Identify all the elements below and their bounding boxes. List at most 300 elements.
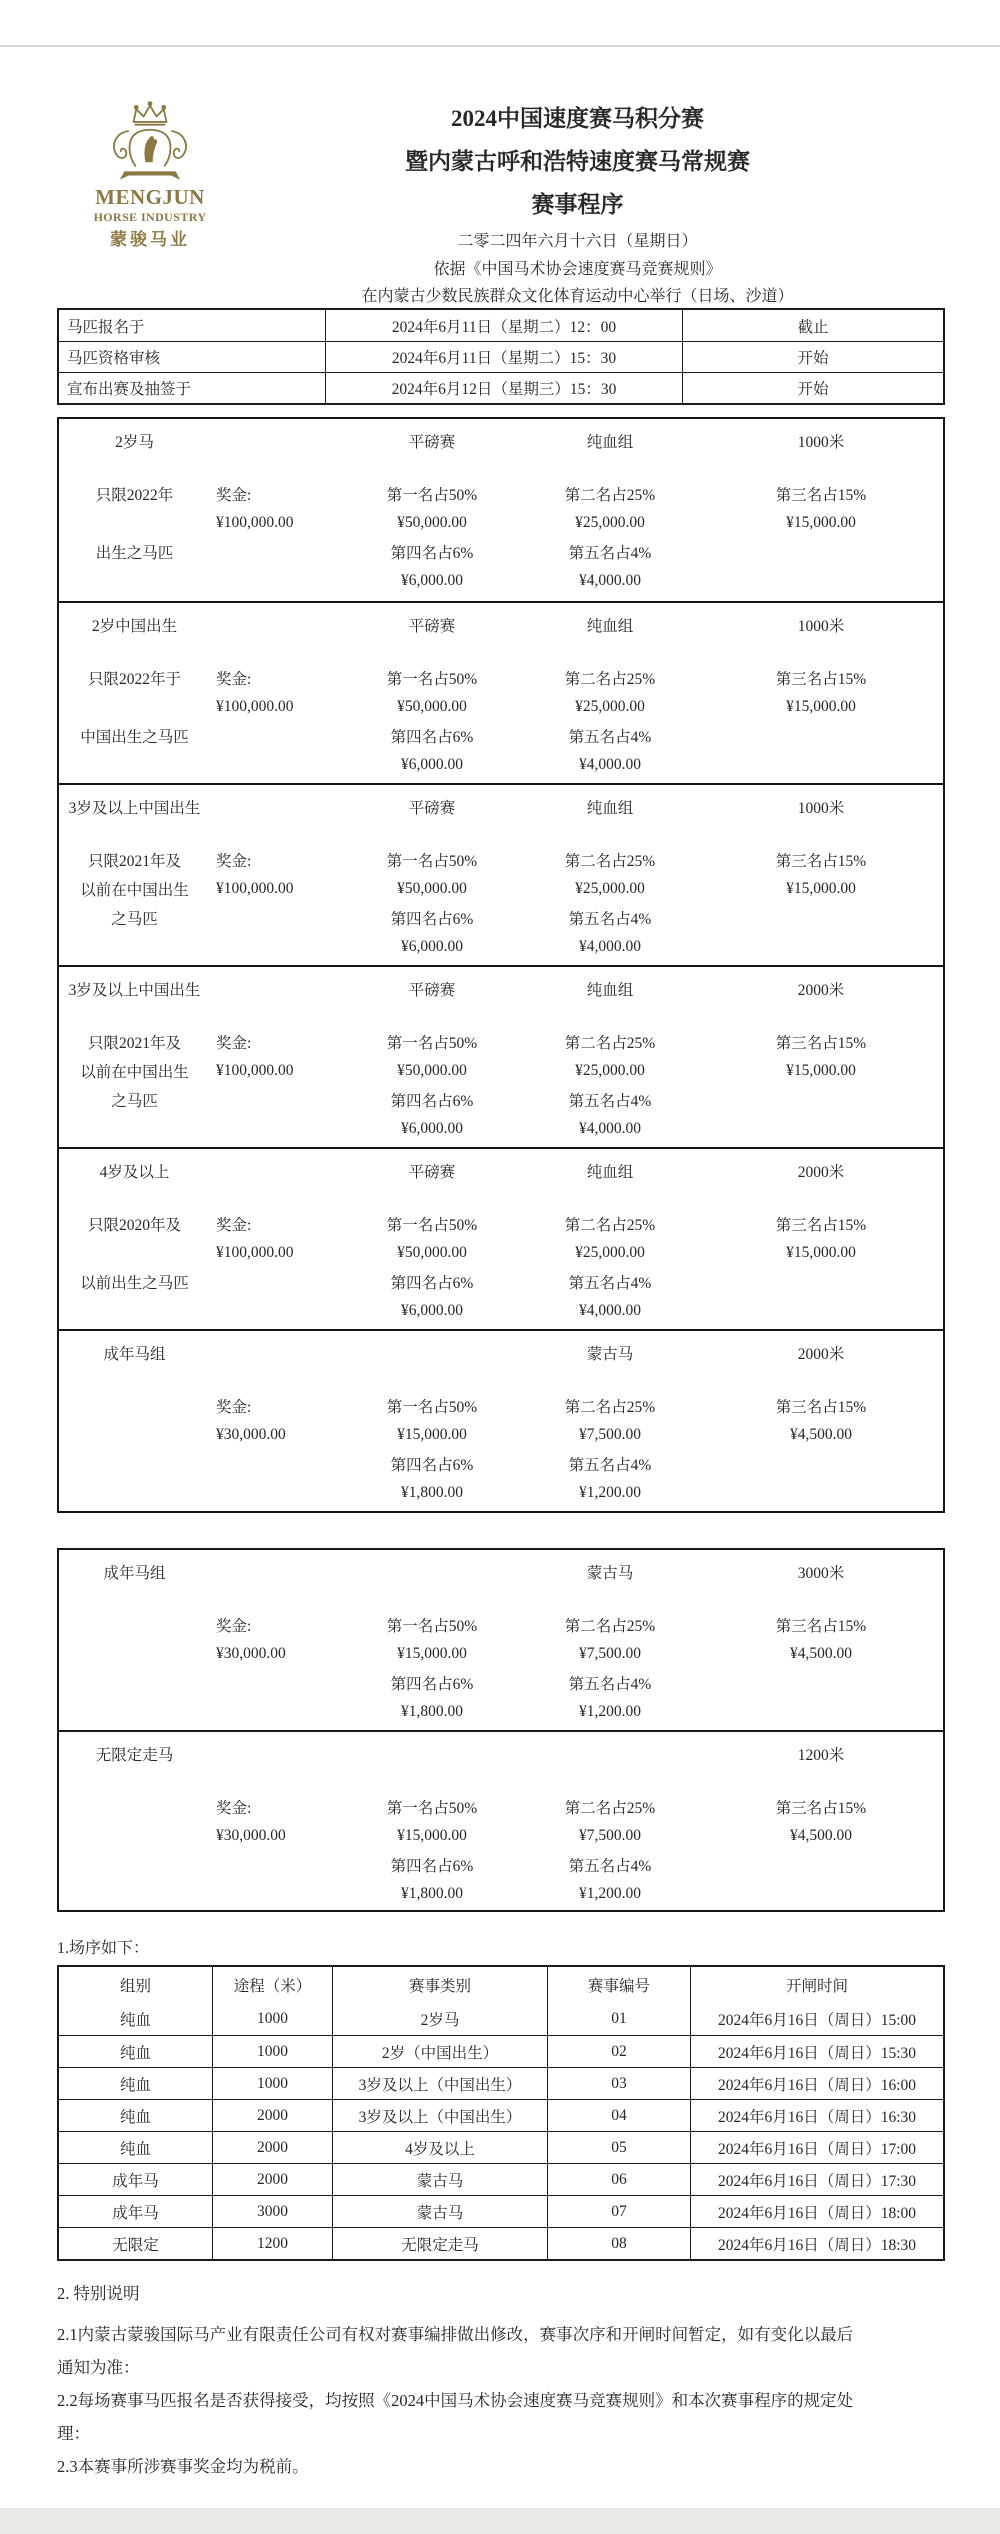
mengjun-logo	[88, 100, 212, 251]
prize-5-amount-cell: ¥4,000.00	[579, 1119, 641, 1137]
race-condition-1-cell	[59, 1610, 210, 1639]
entry-deadline-row	[59, 341, 943, 372]
race-distance-cell: 2000米	[797, 982, 845, 999]
spacer-cell	[210, 607, 343, 663]
race-distance-cell: 2000米	[797, 1346, 845, 1363]
race-category-cell: 无限定走马	[95, 1747, 174, 1764]
prize-label-cell: 奖金:	[216, 852, 252, 870]
prize-2-amount-cell: ¥7,500.00	[579, 1644, 641, 1662]
race-category-cell: 4岁及以上	[99, 1164, 170, 1181]
entry-time-cell: 2024年6月12日（星期三）15：30	[325, 373, 682, 403]
schedule-header-row	[59, 1967, 943, 2003]
prize-5-amount-cell: ¥1,200.00	[579, 1483, 641, 1501]
spacer-cell	[59, 750, 210, 779]
special-notes-heading: 2. 特别说明	[57, 2284, 140, 2303]
horse-head-icon	[145, 136, 158, 162]
prize-4-label-cell: 第四名占6%	[390, 728, 474, 746]
race-condition-2-cell: 以前在中国出生	[80, 1063, 189, 1081]
prize-total-cell: ¥30,000.00	[216, 1425, 286, 1443]
schedule-header-distance: 途程（米）	[212, 1967, 332, 2003]
prize-5-label-cell: 第五名占4%	[568, 1092, 652, 1110]
schedule-group-cell: 纯血	[119, 2140, 151, 2158]
prize-3-amount-cell: ¥15,000.00	[786, 1243, 856, 1261]
spacer-cell	[210, 1085, 343, 1114]
prize-3-amount-cell: ¥15,000.00	[786, 513, 856, 531]
prize-3-label-cell: 第三名占15%	[775, 852, 867, 870]
prize-1-amount-cell: ¥15,000.00	[397, 1826, 467, 1844]
race-group-cell: 纯血组	[586, 800, 634, 817]
race-condition-3-cell: 之马匹	[111, 910, 158, 928]
prize-2-amount-cell: ¥25,000.00	[575, 697, 645, 715]
spacer-cell	[699, 1267, 943, 1296]
race-group-cell: 纯血组	[586, 1164, 634, 1181]
spacer-cell	[210, 1114, 343, 1143]
race-group-cell: 纯血组	[586, 982, 634, 999]
spacer-cell	[699, 1114, 943, 1143]
prize-3-amount-cell: ¥4,500.00	[790, 1425, 852, 1443]
spacer-cell	[59, 1478, 210, 1507]
race-block	[59, 1147, 943, 1329]
spacer-cell	[210, 1668, 343, 1697]
spacer-cell	[699, 1668, 943, 1697]
prize-1-amount-cell: ¥50,000.00	[397, 697, 467, 715]
spacer-cell	[699, 566, 943, 595]
spacer-cell	[210, 423, 343, 479]
scan-top-edge	[0, 45, 1000, 47]
entry-item-cell: 马匹报名于	[67, 318, 145, 336]
prize-2-label-cell: 第二名占25%	[564, 1398, 656, 1416]
race-category-cell: 成年马组	[103, 1346, 166, 1363]
prize-4-label-cell: 第四名占6%	[390, 1092, 474, 1110]
spacer-cell	[210, 721, 343, 750]
schedule-group-cell: 纯血	[119, 2076, 151, 2094]
spacer-cell	[699, 903, 943, 932]
prize-2-amount-cell: ¥25,000.00	[575, 1243, 645, 1261]
entry-deadline-table	[57, 308, 945, 405]
title-line-1: 2024中国速度赛马积分赛	[451, 106, 704, 131]
prize-5-label-cell: 第五名占4%	[568, 910, 652, 928]
spacer-cell	[699, 1478, 943, 1507]
race-condition-2-cell: 以前在中国出生	[80, 881, 189, 899]
ribbon-banner-icon	[120, 171, 180, 179]
schedule-class-cell: 4岁及以上	[332, 2132, 547, 2163]
spacer-cell	[699, 932, 943, 961]
schedule-distance-cell: 1000	[212, 2068, 332, 2099]
schedule-group-cell: 成年马	[112, 2204, 159, 2222]
race-category-cell: 2岁中国出生	[91, 618, 178, 635]
prize-total-cell: ¥100,000.00	[216, 1243, 294, 1261]
spacer-cell	[210, 566, 343, 595]
spacer-cell	[59, 1114, 210, 1143]
schedule-gate-time-cell: 2024年6月16日（周日）18:00	[690, 2196, 943, 2227]
special-note-line: 2.3本赛事所涉赛事奖金均为税前。	[57, 2457, 309, 2476]
prize-1-amount-cell: ¥15,000.00	[397, 1425, 467, 1443]
race-block	[59, 1550, 943, 1730]
schedule-class-cell: 2岁马	[332, 2003, 547, 2035]
schedule-row	[59, 2035, 943, 2067]
race-block	[59, 965, 943, 1147]
schedule-row	[59, 2227, 943, 2259]
race-condition-3-cell: 以前出生之马匹	[80, 1274, 189, 1292]
prize-total-cell: ¥30,000.00	[216, 1644, 286, 1662]
prize-2-amount-cell: ¥25,000.00	[575, 513, 645, 531]
prize-3-label-cell: 第三名占15%	[775, 1216, 867, 1234]
prize-5-label-cell: 第五名占4%	[568, 1857, 652, 1875]
race-conditions-table-1	[57, 417, 945, 1513]
rules-basis-line: 依据《中国马术协会速度赛马竞赛规则》	[433, 260, 722, 278]
race-distance-cell: 1000米	[797, 618, 845, 635]
prize-4-label-cell: 第四名占6%	[390, 1857, 474, 1875]
prize-4-label-cell: 第四名占6%	[390, 544, 474, 562]
spacer-cell	[210, 1153, 343, 1209]
schedule-row	[59, 2131, 943, 2163]
schedule-intro: 1.场序如下：	[57, 1940, 150, 1957]
entry-status-cell: 开始	[682, 342, 943, 372]
race-condition-3-cell: 出生之马匹	[95, 544, 174, 562]
race-condition-2-cell	[59, 692, 210, 721]
race-group-cell: 蒙古马	[586, 1565, 634, 1582]
spacer-cell	[210, 1879, 343, 1908]
prize-1-label-cell: 第一名占50%	[386, 1617, 478, 1635]
prize-4-amount-cell: ¥1,800.00	[401, 1483, 463, 1501]
schedule-group-cell: 纯血	[119, 2012, 151, 2029]
spacer-cell	[210, 903, 343, 932]
entry-item-cell: 马匹资格审核	[67, 350, 161, 367]
prize-4-amount-cell: ¥1,800.00	[401, 1884, 463, 1902]
prize-2-label-cell: 第二名占25%	[564, 670, 656, 688]
spacer-cell	[210, 1267, 343, 1296]
prize-total-cell: ¥100,000.00	[216, 879, 294, 897]
race-condition-3-cell	[59, 1668, 210, 1697]
title-line-2: 暨内蒙古呼和浩特速度赛马常规赛	[405, 149, 750, 174]
schedule-distance-cell: 1000	[212, 2003, 332, 2035]
schedule-group-cell: 纯血	[119, 2108, 151, 2126]
race-distance-cell: 1000米	[797, 800, 845, 817]
schedule-rows	[59, 2003, 943, 2259]
prize-1-amount-cell: ¥50,000.00	[397, 1061, 467, 1079]
prize-2-amount-cell: ¥7,500.00	[579, 1826, 641, 1844]
header-sublines	[210, 228, 945, 311]
prize-4-label-cell: 第四名占6%	[390, 1675, 474, 1693]
race-condition-1-cell: 只限2022年于	[87, 670, 181, 688]
brand-name-cn: 蒙骏马业	[110, 230, 190, 249]
race-group-cell	[521, 1736, 699, 1792]
spacer-cell	[210, 971, 343, 1027]
prize-total-cell: ¥100,000.00	[216, 697, 294, 715]
race-block	[59, 783, 943, 965]
schedule-header-group: 组别	[119, 1978, 151, 1995]
race-type-cell	[343, 1335, 521, 1391]
left-flourish-icon	[114, 131, 128, 158]
race-category-cell: 2岁马	[115, 434, 154, 451]
schedule-number-cell: 06	[547, 2164, 690, 2195]
spacer-cell	[210, 1736, 343, 1792]
schedule-distance-cell: 2000	[212, 2164, 332, 2195]
schedule-distance-cell: 2000	[212, 2132, 332, 2163]
prize-1-label-cell: 第一名占50%	[386, 1034, 478, 1052]
spacer-cell	[59, 1879, 210, 1908]
prize-5-amount-cell: ¥1,200.00	[579, 1702, 641, 1720]
spacer-cell	[699, 721, 943, 750]
prize-3-label-cell: 第三名占15%	[775, 1034, 867, 1052]
prize-4-amount-cell: ¥6,000.00	[401, 937, 463, 955]
event-date-line: 二零二四年六月十六日（星期日）	[457, 233, 698, 250]
spacer-cell	[699, 1296, 943, 1325]
spacer-cell	[59, 932, 210, 961]
schedule-distance-cell: 1000	[212, 2036, 332, 2067]
spacer-cell	[210, 789, 343, 845]
schedule-number-cell: 08	[547, 2228, 690, 2259]
schedule-distance-cell: 2000	[212, 2100, 332, 2131]
prize-4-label-cell: 第四名占6%	[390, 910, 474, 928]
race-block	[59, 419, 943, 601]
prize-3-amount-cell: ¥15,000.00	[786, 879, 856, 897]
race-condition-2-cell	[59, 1639, 210, 1668]
prize-3-label-cell: 第三名占15%	[775, 670, 867, 688]
title-line-3: 赛事程序	[531, 192, 624, 217]
schedule-number-cell: 03	[547, 2068, 690, 2099]
special-note-line: 通知为准：	[57, 2358, 140, 2377]
venue-line: 在内蒙古少数民族群众文化体育运动中心举行（日场、沙道）	[361, 288, 794, 305]
race-condition-3-cell	[59, 1449, 210, 1478]
schedule-header-class: 赛事类别	[332, 1967, 547, 2003]
entry-time-cell: 2024年6月11日（星期二）15：30	[325, 342, 682, 372]
prize-2-label-cell: 第二名占25%	[564, 486, 656, 504]
race-condition-1-cell: 只限2021年及	[87, 852, 181, 870]
prize-5-amount-cell: ¥4,000.00	[579, 1301, 641, 1319]
schedule-class-cell: 3岁及以上（中国出生）	[332, 2100, 547, 2131]
spacer-cell	[210, 1850, 343, 1879]
schedule-number-cell: 02	[547, 2036, 690, 2067]
schedule-table	[57, 1965, 945, 2261]
schedule-row	[59, 2163, 943, 2195]
prize-total-cell: ¥100,000.00	[216, 513, 294, 531]
schedule-gate-time-cell: 2024年6月16日（周日）15:00	[690, 2003, 943, 2035]
prize-total-cell: ¥100,000.00	[216, 1061, 294, 1079]
prize-2-label-cell: 第二名占25%	[564, 1799, 656, 1817]
race-type-cell: 平磅赛	[408, 434, 456, 451]
document-header	[210, 96, 945, 311]
entry-status-cell: 截止	[682, 310, 943, 341]
spacer-cell	[210, 1296, 343, 1325]
prize-2-label-cell: 第二名占25%	[564, 1617, 656, 1635]
prize-5-label-cell: 第五名占4%	[568, 544, 652, 562]
race-distance-cell: 2000米	[797, 1164, 845, 1181]
prize-1-label-cell: 第一名占50%	[386, 486, 478, 504]
schedule-row	[59, 2195, 943, 2227]
schedule-gate-time-cell: 2024年6月16日（周日）15:30	[690, 2036, 943, 2067]
prize-2-label-cell: 第二名占25%	[564, 852, 656, 870]
prize-2-amount-cell: ¥25,000.00	[575, 1061, 645, 1079]
entry-deadline-row	[59, 372, 943, 403]
race-group-cell: 纯血组	[586, 434, 634, 451]
schedule-class-cell: 3岁及以上（中国出生）	[332, 2068, 547, 2099]
race-condition-1-cell	[59, 1391, 210, 1420]
schedule-group-cell: 成年马	[112, 2172, 159, 2190]
prize-label-cell: 奖金:	[216, 486, 252, 504]
prize-3-amount-cell: ¥15,000.00	[786, 697, 856, 715]
race-type-cell	[343, 1736, 521, 1792]
prize-1-label-cell: 第一名占50%	[386, 1398, 478, 1416]
race-condition-2-cell	[59, 508, 210, 537]
schedule-gate-time-cell: 2024年6月16日（周日）16:00	[690, 2068, 943, 2099]
race-distance-cell: 3000米	[797, 1565, 845, 1582]
spacer-cell	[699, 750, 943, 779]
race-condition-1-cell: 只限2020年及	[87, 1216, 181, 1234]
prize-label-cell: 奖金:	[216, 670, 252, 688]
prize-1-amount-cell: ¥15,000.00	[397, 1644, 467, 1662]
race-type-cell: 平磅赛	[408, 618, 456, 635]
prize-4-amount-cell: ¥1,800.00	[401, 1702, 463, 1720]
spacer-cell	[210, 1478, 343, 1507]
schedule-row	[59, 2067, 943, 2099]
prize-3-amount-cell: ¥15,000.00	[786, 1061, 856, 1079]
spacer-cell	[59, 1697, 210, 1726]
prize-5-amount-cell: ¥4,000.00	[579, 755, 641, 773]
prize-label-cell: 奖金:	[216, 1398, 252, 1416]
schedule-header-gate-time: 开闸时间	[690, 1967, 943, 2003]
race-condition-3-cell: 中国出生之马匹	[80, 728, 189, 746]
spacer-cell	[699, 1697, 943, 1726]
race-category-cell: 3岁及以上中国出生	[68, 800, 201, 817]
race-type-cell: 平磅赛	[408, 982, 456, 999]
prize-2-label-cell: 第二名占25%	[564, 1034, 656, 1052]
prize-1-amount-cell: ¥50,000.00	[397, 1243, 467, 1261]
race-type-cell	[343, 1554, 521, 1610]
spacer-cell	[699, 1879, 943, 1908]
race-distance-cell: 1000米	[797, 434, 845, 451]
prize-5-amount-cell: ¥1,200.00	[579, 1884, 641, 1902]
schedule-number-cell: 01	[547, 2003, 690, 2035]
race-condition-2-cell	[59, 1238, 210, 1267]
spacer-cell	[210, 1554, 343, 1610]
schedule-number-cell: 07	[547, 2196, 690, 2227]
schedule-header-number: 赛事编号	[547, 1967, 690, 2003]
prize-4-amount-cell: ¥6,000.00	[401, 1119, 463, 1137]
race-conditions-table-2	[57, 1548, 945, 1912]
prize-1-amount-cell: ¥50,000.00	[397, 513, 467, 531]
spacer-cell	[210, 1335, 343, 1391]
brand-name-en: MENGJUN	[95, 185, 205, 209]
schedule-distance-cell: 3000	[212, 2196, 332, 2227]
special-notes-lines	[57, 2318, 945, 2483]
race-block	[59, 601, 943, 783]
entry-time-cell: 2024年6月11日（星期二）12：00	[325, 310, 682, 341]
right-flourish-icon	[172, 131, 186, 158]
spacer-cell	[59, 566, 210, 595]
spacer-cell	[699, 1449, 943, 1478]
spacer-cell	[699, 537, 943, 566]
race-condition-2-cell	[59, 1821, 210, 1850]
prize-4-amount-cell: ¥6,000.00	[401, 755, 463, 773]
spacer-cell	[210, 1449, 343, 1478]
prize-5-label-cell: 第五名占4%	[568, 728, 652, 746]
spacer-cell	[59, 1296, 210, 1325]
special-notes	[57, 2282, 945, 2483]
spacer-cell	[210, 1697, 343, 1726]
prize-1-label-cell: 第一名占50%	[386, 852, 478, 870]
prize-1-label-cell: 第一名占50%	[386, 1799, 478, 1817]
schedule-class-cell: 蒙古马	[332, 2164, 547, 2195]
race-condition-1-cell: 只限2021年及	[87, 1034, 181, 1052]
race-group-cell: 纯血组	[586, 618, 634, 635]
prize-3-amount-cell: ¥4,500.00	[790, 1826, 852, 1844]
special-note-line: 理：	[57, 2424, 90, 2443]
race-condition-2-cell	[59, 1420, 210, 1449]
race-distance-cell: 1200米	[797, 1747, 845, 1764]
race-condition-1-cell: 只限2022年	[95, 486, 174, 504]
spacer-cell	[210, 932, 343, 961]
schedule-gate-time-cell: 2024年6月16日（周日）16:30	[690, 2100, 943, 2131]
spacer-cell	[210, 537, 343, 566]
race-type-cell: 平磅赛	[408, 1164, 456, 1181]
race-block	[59, 1329, 943, 1511]
prize-label-cell: 奖金:	[216, 1216, 252, 1234]
brand-name-industry: HORSE INDUSTRY	[93, 210, 207, 224]
crown-horseshoe-crest-icon	[95, 100, 205, 186]
prize-total-cell: ¥30,000.00	[216, 1826, 286, 1844]
prize-5-label-cell: 第五名占4%	[568, 1274, 652, 1292]
prize-5-amount-cell: ¥4,000.00	[579, 571, 641, 589]
schedule-gate-time-cell: 2024年6月16日（周日）18:30	[690, 2228, 943, 2259]
schedule-row	[59, 2099, 943, 2131]
spacer-cell	[699, 1850, 943, 1879]
entry-deadline-row	[59, 310, 943, 341]
prize-3-amount-cell: ¥4,500.00	[790, 1644, 852, 1662]
prize-4-amount-cell: ¥6,000.00	[401, 571, 463, 589]
prize-2-amount-cell: ¥7,500.00	[579, 1425, 641, 1443]
scan-bottom-edge	[0, 2508, 1000, 2534]
prize-3-label-cell: 第三名占15%	[775, 486, 867, 504]
prize-4-label-cell: 第四名占6%	[390, 1456, 474, 1474]
race-category-cell: 成年马组	[103, 1565, 166, 1582]
race-block	[59, 1730, 943, 1910]
schedule-gate-time-cell: 2024年6月16日（周日）17:00	[690, 2132, 943, 2163]
prize-label-cell: 奖金:	[216, 1034, 252, 1052]
race-condition-3-cell: 之马匹	[111, 1092, 158, 1110]
schedule-group-cell: 无限定	[112, 2236, 159, 2254]
special-note-line: 2.2每场赛事马匹报名是否获得接受，均按照《2024中国马术协会速度赛马竞赛规则》和本次赛事程序的规定处	[57, 2391, 854, 2410]
schedule-distance-cell: 1200	[212, 2228, 332, 2259]
prize-label-cell: 奖金:	[216, 1799, 252, 1817]
entry-item-cell: 宣布出赛及抽签于	[67, 381, 192, 398]
prize-2-label-cell: 第二名占25%	[564, 1216, 656, 1234]
race-type-cell: 平磅赛	[408, 800, 456, 817]
prize-1-amount-cell: ¥50,000.00	[397, 879, 467, 897]
prize-2-amount-cell: ¥25,000.00	[575, 879, 645, 897]
schedule-number-cell: 04	[547, 2100, 690, 2131]
race-condition-1-cell	[59, 1792, 210, 1821]
prize-4-label-cell: 第四名占6%	[390, 1274, 474, 1292]
prize-label-cell: 奖金:	[216, 1617, 252, 1635]
prize-3-label-cell: 第三名占15%	[775, 1799, 867, 1817]
schedule-class-cell: 无限定走马	[332, 2228, 547, 2259]
prize-5-amount-cell: ¥4,000.00	[579, 937, 641, 955]
race-condition-3-cell	[59, 1850, 210, 1879]
prize-5-label-cell: 第五名占4%	[568, 1456, 652, 1474]
prize-3-label-cell: 第三名占15%	[775, 1398, 867, 1416]
prize-1-label-cell: 第一名占50%	[386, 670, 478, 688]
schedule-row	[59, 2003, 943, 2035]
schedule-gate-time-cell: 2024年6月16日（周日）17:30	[690, 2164, 943, 2195]
prize-5-label-cell: 第五名占4%	[568, 1675, 652, 1693]
spacer-cell	[699, 1085, 943, 1114]
spacer-cell	[210, 750, 343, 779]
prize-3-label-cell: 第三名占15%	[775, 1617, 867, 1635]
entry-status-cell: 开始	[682, 373, 943, 403]
race-group-cell: 蒙古马	[586, 1346, 634, 1363]
schedule-class-cell: 蒙古马	[332, 2196, 547, 2227]
